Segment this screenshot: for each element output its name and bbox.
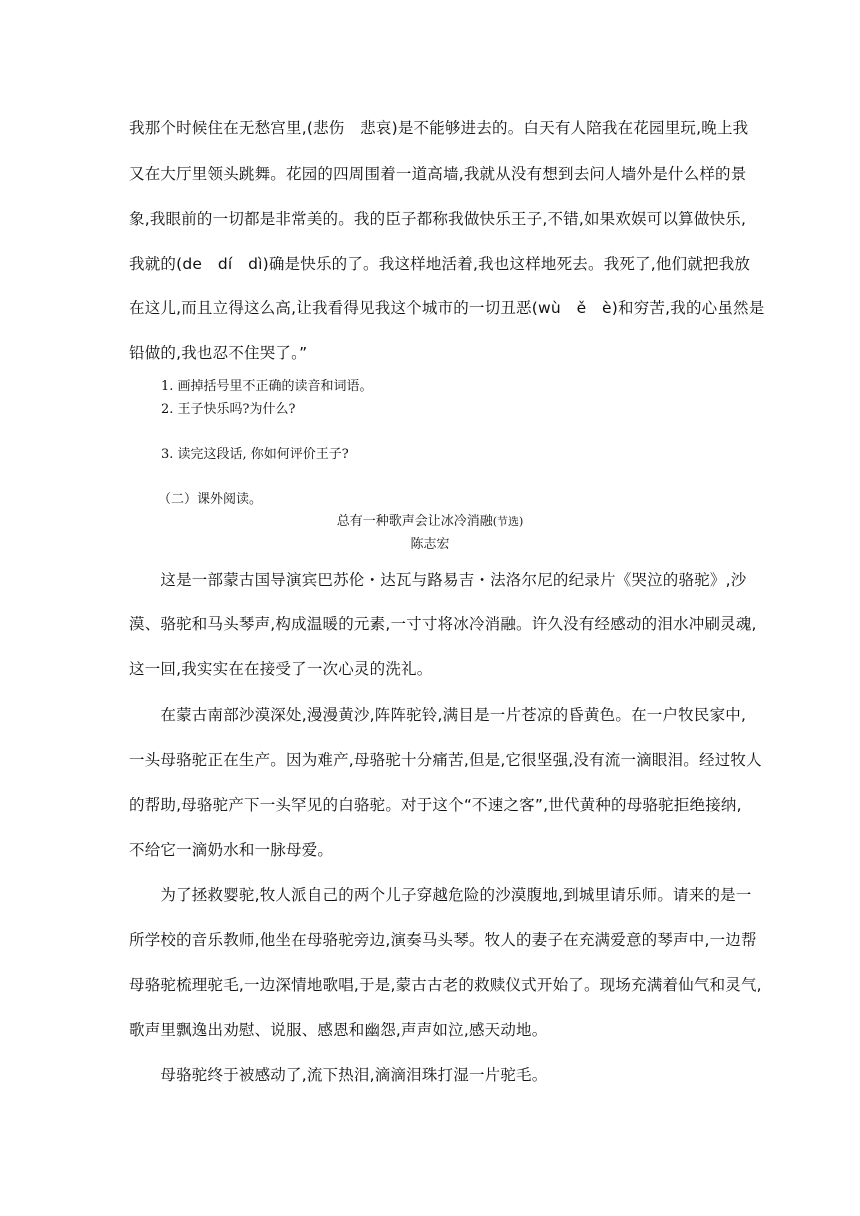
passage-line: 我就的(de dí dì)确是快乐的了。我这样地活着,我也这样地死去。我死了,他们就把我放 [129,255,751,273]
question-2: 2. 王子快乐吗?为什么? [161,402,296,417]
article-line: 不给它一滴奶水和一脉母爱。 [129,841,334,859]
section-header: （二）课外阅读。 [158,492,263,507]
passage-line: 象,我眼前的一切都是非常美的。我的臣子都称我做快乐王子,不错,如果欢娱可以算做快乐, [129,210,747,228]
article-line: 为了拯救婴驼,牧人派自己的两个儿子穿越危险的沙漠腹地,到城里请乐师。请来的是一 [129,886,752,904]
article-title [0,513,860,531]
article-line: 的帮助,母骆驼产下一头罕见的白骆驼。对于这个“不速之客”,世代黄种的母骆驼拒绝接纳, [129,796,742,814]
article-line: 这一回,我实实在在接受了一次心灵的洗礼。 [129,660,433,678]
article-line: 漠、骆驼和马头琴声,构成温暖的元素,一寸寸将冰冷消融。许久没有经感动的泪水冲刷灵魂, [129,615,757,633]
question-3: 3. 读完这段话, 你如何评价王子? [161,447,349,462]
article-title-note: (节选) [492,515,524,528]
article-line: 在蒙古南部沙漠深处,漫漫黄沙,阵阵驼铃,满目是一片苍凉的昏黄色。在一户牧民家中, [129,706,747,724]
article-line: 歌声里飘逸出劝慰、说服、感恩和幽怨,声声如泣,感天动地。 [129,1021,548,1039]
question-1: 1. 画掉括号里不正确的读音和词语。 [161,379,373,394]
article-line: 母骆驼梳理驼毛,一边深情地歌唱,于是,蒙古古老的救赎仪式开始了。现场充满着仙气和灵气, [129,976,762,994]
article-line: 所学校的音乐教师,他坐在母骆驼旁边,演奏马头琴。牧人的妻子在充满爱意的琴声中,一边帮 [129,931,757,949]
passage-line: 在这儿,而且立得这么高,让我看得见我这个城市的一切丑恶(wù ě è)和穷苦,我的心虽然是 [129,299,765,317]
passage-line: 我那个时候住在无愁宫里,(悲伤 悲哀)是不能够进去的。白天有人陪我在花园里玩,晚上我 [129,119,749,137]
article-line: 这是一部蒙古国导演宾巴苏伦・达瓦与路易吉・法洛尔尼的纪录片《哭泣的骆驼》,沙 [129,571,747,589]
article-line: 一头母骆驼正在生产。因为难产,母骆驼十分痛苦,但是,它很坚强,没有流一滴眼泪。经过牧人 [129,751,762,769]
article-line: 母骆驼终于被感动了,流下热泪,滴滴泪珠打湿一片驼毛。 [129,1066,548,1084]
article-title-text: 总有一种歌声会让冰冷消融 [336,514,493,529]
passage-line: 铅做的,我也忍不住哭了。” [129,344,308,362]
article-author: 陈志宏 [410,537,450,552]
passage-line: 又在大厅里领头跳舞。花园的四周围着一道高墙,我就从没有想到去问人墙外是什么样的景 [129,165,747,183]
